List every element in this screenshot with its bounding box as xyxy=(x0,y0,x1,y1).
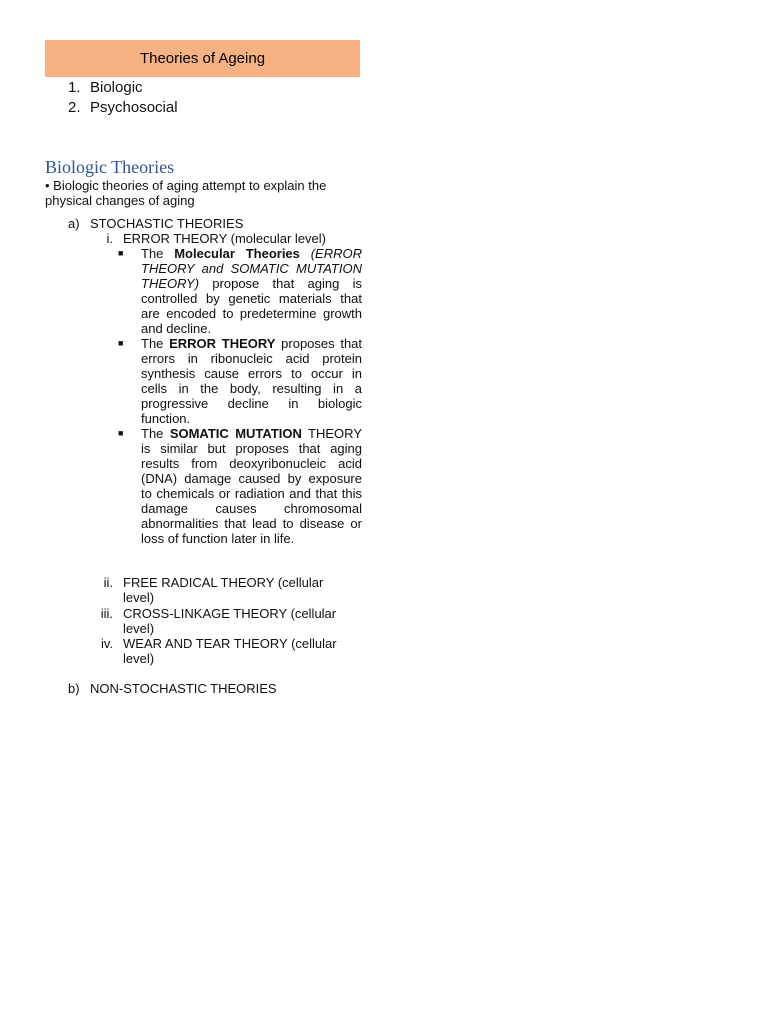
list-marker: iv. xyxy=(100,636,113,651)
title-banner xyxy=(45,40,360,77)
bullet-text: The Molecular Theories (ERROR THEORY and SOMATIC MUTATION THEORY) propose that aging is controlled by genetic materials that are encoded to predetermine growth and decline. xyxy=(141,246,362,336)
section-heading: Biologic Theories xyxy=(45,157,175,177)
list-label: NON-STOCHASTIC THEORIES xyxy=(90,681,277,696)
bullet-somatic-mutation xyxy=(118,426,362,546)
list-label: Psychosocial xyxy=(90,99,178,116)
stochastic-heading xyxy=(68,216,243,231)
list-marker: i. xyxy=(106,231,113,246)
section-intro: • Biologic theories of aging attempt to explain the physical changes of aging xyxy=(45,178,327,208)
theory-category-list xyxy=(68,78,178,118)
list-marker: b) xyxy=(68,681,80,696)
list-item xyxy=(68,78,178,98)
list-label: CROSS-LINKAGE THEORY (cellular level) xyxy=(123,606,337,636)
bullet-text: The ERROR THEORY proposes that errors in ribonucleic acid protein synthesis cause errors to occur in cells in the body, resulting in a progressive decline in biologic function. xyxy=(141,336,363,426)
bullet-text: The SOMATIC MUTATION THEORY is similar but proposes that aging results from deoxyribonucleic acid (DNA) damage caused by exposure to chemicals or radiation and that this damage causes chromosomal abnormalities that lead to disease or loss of function later in life. xyxy=(141,426,362,546)
list-item xyxy=(68,98,178,118)
square-bullet-icon: ■ xyxy=(118,338,124,348)
list-label: ERROR THEORY (molecular level) xyxy=(123,231,326,246)
non-stochastic-heading xyxy=(68,681,277,696)
free-radical-theory xyxy=(88,575,348,605)
bullet-molecular-theories xyxy=(118,246,362,336)
list-marker: a) xyxy=(68,216,80,231)
square-bullet-icon: ■ xyxy=(118,428,124,438)
banner-title: Theories of Ageing xyxy=(139,50,266,67)
error-theory-heading xyxy=(88,231,348,246)
list-marker: 2. xyxy=(68,99,81,116)
list-marker: ii. xyxy=(103,575,113,590)
list-marker: iii. xyxy=(100,606,113,621)
list-label: Biologic xyxy=(90,79,143,96)
list-label: FREE RADICAL THEORY (cellular level) xyxy=(123,575,324,605)
list-label: WEAR AND TEAR THEORY (cellular level) xyxy=(123,636,337,666)
cross-linkage-theory xyxy=(88,606,348,636)
list-marker: 1. xyxy=(68,79,81,96)
wear-and-tear-theory xyxy=(88,636,348,666)
square-bullet-icon: ■ xyxy=(118,248,124,258)
list-label: STOCHASTIC THEORIES xyxy=(90,216,244,231)
bullet-error-theory xyxy=(118,336,362,426)
